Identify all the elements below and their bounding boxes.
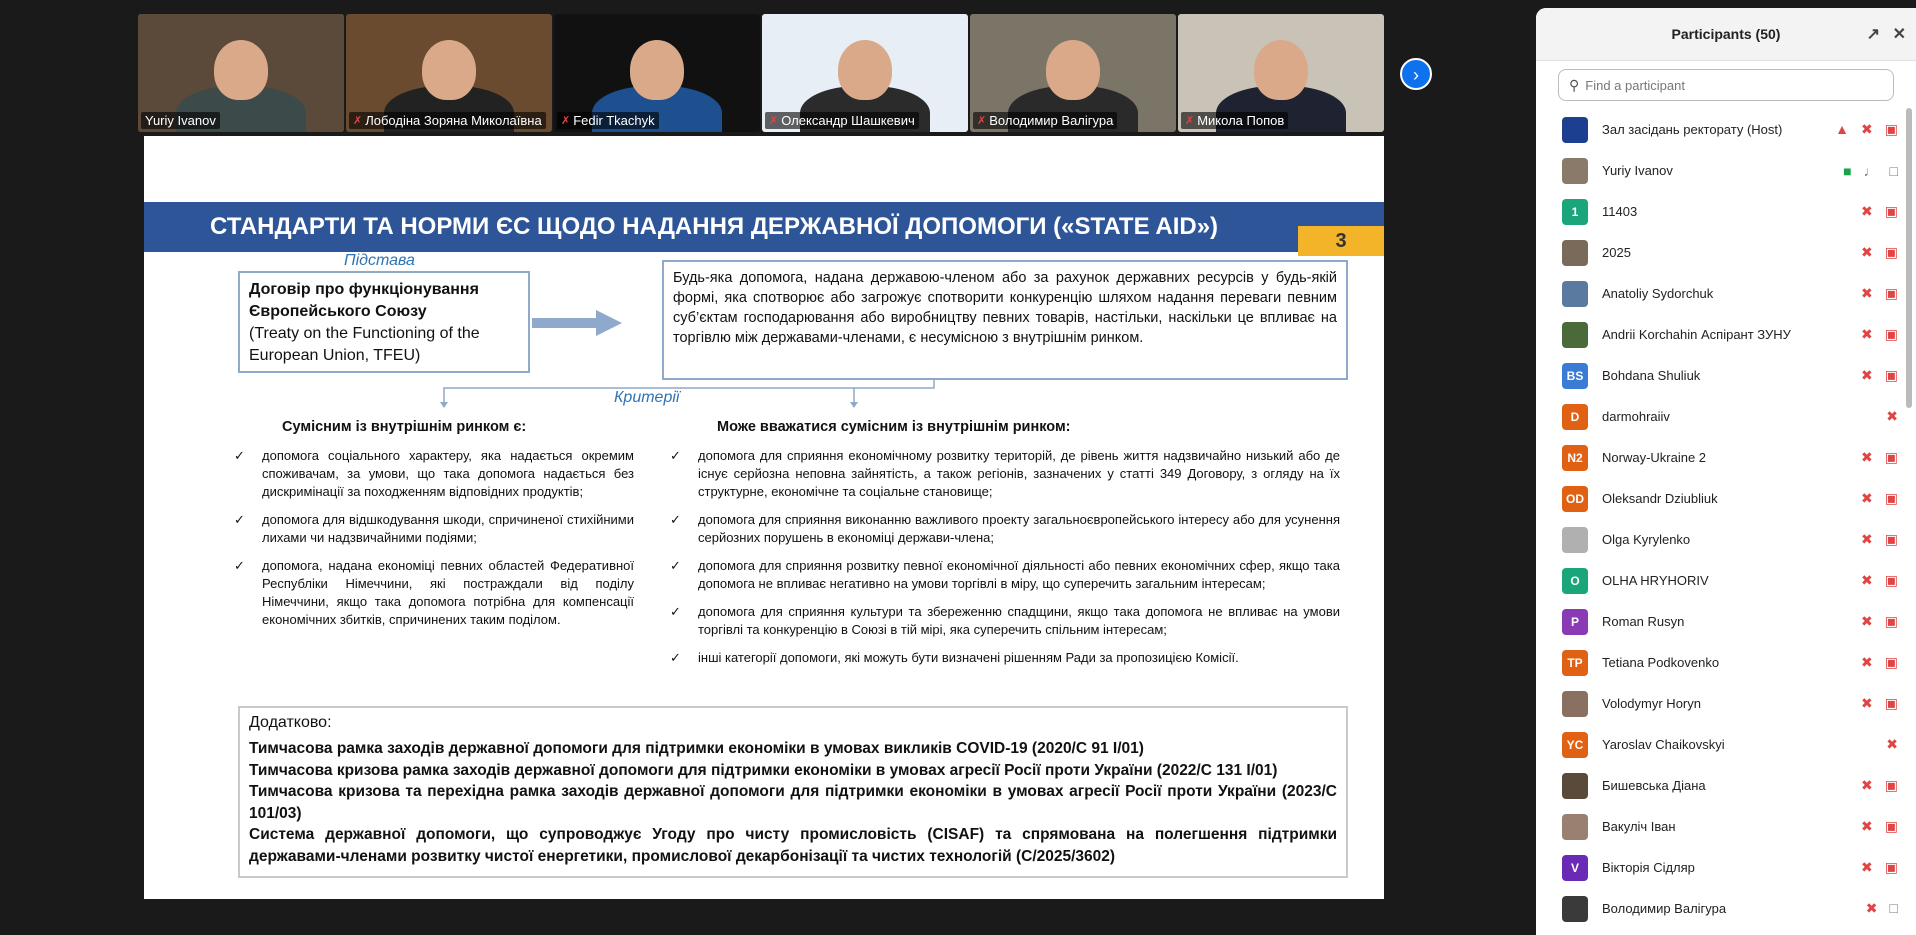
- participant-name: Yuriy Ivanov: [1602, 163, 1673, 178]
- mic-off-icon[interactable]: ✖: [1865, 900, 1878, 916]
- slide-podstava-label: Підстава: [344, 252, 415, 269]
- participant-status-icons: [1818, 121, 1916, 138]
- participant-name: Olga Kyrylenko: [1602, 532, 1691, 547]
- avatar: [1562, 281, 1588, 307]
- check-icon: ✓: [670, 448, 681, 463]
- person-head: [214, 40, 268, 100]
- video-off-icon[interactable]: ▣: [1884, 613, 1898, 629]
- participant-row[interactable]: [1536, 273, 1916, 314]
- list-item: [234, 447, 634, 501]
- participant-row[interactable]: [1536, 232, 1916, 273]
- participant-name: Norway-Ukraine 2: [1602, 450, 1707, 465]
- tile-name: Лободіна Зоряна Миколаївна: [365, 113, 542, 128]
- avatar: [1562, 117, 1588, 143]
- person-head: [1254, 40, 1308, 100]
- avatar: TP: [1562, 650, 1588, 676]
- share-screen-icon[interactable]: ■: [1843, 162, 1852, 179]
- mic-off-icon[interactable]: ✖: [1861, 613, 1873, 629]
- check-icon: ✓: [670, 604, 681, 619]
- video-off-icon[interactable]: ▣: [1884, 285, 1898, 301]
- participant-status-icons: [1818, 490, 1916, 507]
- tile-name: Fedir Tkachyk: [573, 113, 655, 128]
- video-tile[interactable]: [762, 14, 968, 132]
- participant-name: Roman Rusyn: [1602, 614, 1685, 629]
- mic-off-icon[interactable]: ✖: [1861, 490, 1873, 506]
- participant-status-icons: [1818, 818, 1916, 835]
- criteria-label: Критерії: [614, 389, 680, 406]
- share-icon[interactable]: ▲: [1835, 121, 1850, 137]
- participant-name: Бишевська Діана: [1602, 778, 1706, 793]
- participant-status-icons: [1818, 367, 1916, 384]
- mic-off-icon[interactable]: ✖: [1861, 531, 1873, 547]
- participant-row[interactable]: [1536, 437, 1916, 478]
- video-off-icon[interactable]: ▣: [1884, 695, 1898, 711]
- participant-status-icons: [1818, 859, 1916, 876]
- mic-off-icon: ✗: [977, 115, 987, 127]
- participant-status-icons: [1818, 572, 1916, 589]
- tile-name: Володимир Валігура: [989, 113, 1114, 128]
- state-aid-definition-box: Будь-яка допомога, надана державою-членом або за рахунок державних ресурсів у будь-якій формі, яка спотворює або загрожує спотворити конкуренцію шляхом надання переваги певним суб’єктам господарювання або виробництву певних товарів, настільки, наскільки це впливає на торгівлю між державами-членами, є несумісною з внутрішнім ринком.: [662, 260, 1348, 380]
- video-off-icon[interactable]: ▣: [1884, 326, 1898, 342]
- participants-title: Participants (50): [1671, 26, 1781, 42]
- additional-item: Тимчасова кризова рамка заходів державної допомоги для підтримки економіки в умовах агресії Росії проти України (2022/C 131 I/01): [249, 761, 1278, 779]
- mic-off-icon[interactable]: ✖: [1861, 695, 1873, 711]
- avatar: YC: [1562, 732, 1588, 758]
- mic-off-icon: ✗: [353, 115, 363, 127]
- participant-row[interactable]: [1536, 765, 1916, 806]
- participant-name: Вакуліч Іван: [1602, 819, 1676, 834]
- avatar: O: [1562, 568, 1588, 594]
- avatar: [1562, 158, 1588, 184]
- list-item-text: допомога, надана економіці певних областей Федеративної Республіки Німеччини, які постраждали від поділу Німеччини, якщо така допомога потрібна для компенсації економічних збитків, спричинених таким поділом.: [262, 558, 634, 627]
- check-icon: ✓: [234, 512, 245, 527]
- participant-row[interactable]: [1536, 888, 1916, 929]
- mic-off-icon[interactable]: ✖: [1861, 777, 1873, 793]
- participant-row[interactable]: [1536, 519, 1916, 560]
- criteria-connector: [144, 136, 1384, 436]
- participants-list: [1536, 109, 1916, 929]
- list-item-text: допомога для сприяння розвитку певної економічної діяльності або певних економічних сфер, якщо така допомога не впливає негативно на умови торгівлі в міру, що суперечить загальним інтересам;: [698, 558, 1340, 591]
- participant-row[interactable]: [1536, 150, 1916, 191]
- video-off-icon[interactable]: ▣: [1884, 367, 1898, 383]
- check-icon: ✓: [234, 558, 245, 573]
- avatar: [1562, 773, 1588, 799]
- avatar: [1562, 691, 1588, 717]
- participant-name: 11403: [1602, 204, 1638, 219]
- tile-name-label: [973, 112, 1117, 129]
- participant-status-icons: [1818, 654, 1916, 671]
- check-icon: ✓: [234, 448, 245, 463]
- video-off-icon[interactable]: ▣: [1884, 490, 1898, 506]
- list-item: [234, 511, 634, 547]
- avatar: [1562, 322, 1588, 348]
- mic-off-icon[interactable]: ✖: [1861, 244, 1873, 260]
- participant-row[interactable]: [1536, 683, 1916, 724]
- list-item: [670, 603, 1340, 639]
- participant-row[interactable]: [1536, 724, 1916, 765]
- mic-off-icon[interactable]: ✖: [1861, 367, 1873, 383]
- participant-status-icons: [1818, 900, 1916, 917]
- gallery-next-button[interactable]: [1400, 58, 1432, 90]
- participant-status-icons: [1818, 531, 1916, 548]
- list-item: [670, 649, 1340, 667]
- participant-name: Andrii Korchahin Аспірант ЗУНУ: [1602, 327, 1791, 342]
- tfeu-subtitle: (Treaty on the Functioning of the European Union, TFEU): [249, 325, 480, 364]
- list-item-text: допомога для відшкодування шкоди, спричиненої стихійними лихами чи надзвичайними подіями;: [262, 512, 634, 545]
- video-tile[interactable]: [970, 14, 1176, 132]
- compatible-list: [234, 447, 634, 639]
- participant-status-icons: [1818, 285, 1916, 302]
- compatible-heading: Сумісним із внутрішнім ринком є:: [282, 419, 527, 435]
- tile-name-label: [1181, 112, 1288, 129]
- mic-icon[interactable]: ♩: [1863, 162, 1878, 179]
- list-item-text: інші категорії допомоги, які можуть бути визначені рішенням Ради за пропозицією Комісії.: [698, 650, 1239, 665]
- check-icon: ✓: [670, 558, 681, 573]
- list-item: [670, 447, 1340, 501]
- avatar: [1562, 527, 1588, 553]
- participant-name: Oleksandr Dziubliuk: [1602, 491, 1718, 506]
- tile-name: Микола Попов: [1197, 113, 1285, 128]
- list-item: [670, 557, 1340, 593]
- additional-box: [238, 706, 1348, 878]
- participant-name: 2025: [1602, 245, 1631, 260]
- participant-name: Tetiana Podkovenko: [1602, 655, 1720, 670]
- search-icon: ⚲: [1569, 76, 1580, 93]
- mic-off-icon[interactable]: ✖: [1861, 859, 1873, 875]
- participant-row[interactable]: [1536, 642, 1916, 683]
- list-item-text: допомога для сприяння економічному розвитку територій, де рівень життя надзвичайно низький або де існує серйозна неповна зайнятість, а також регіонів, зазначених у статті 349 Договору, з огляду на їх структурне, економічне та соціальне становище;: [698, 448, 1340, 499]
- mic-off-icon[interactable]: ✖: [1861, 121, 1873, 137]
- mic-off-icon[interactable]: ✖: [1886, 408, 1898, 424]
- video-off-icon[interactable]: ▣: [1884, 859, 1898, 875]
- additional-item: Система державної допомоги, що супроводжує Угоду про чисту промисловість (CISAF) та спрямована на полегшення підтримки державами-членами розвитку чистої енергетики, промислової декарбонізації та чистих технологій (C/2025/3602): [249, 826, 1337, 865]
- tfeu-title: Договір про функціонування Європейського Союзу: [249, 281, 479, 320]
- participant-status-icons: [1818, 163, 1916, 179]
- video-off-icon[interactable]: ▣: [1884, 654, 1898, 670]
- popout-icon[interactable]: ↗: [1866, 26, 1880, 43]
- participant-row[interactable]: [1536, 191, 1916, 232]
- person-head: [630, 40, 684, 100]
- video-off-icon[interactable]: ▣: [1884, 449, 1898, 465]
- video-off-icon[interactable]: ▣: [1884, 203, 1898, 219]
- video-off-icon[interactable]: ▣: [1884, 818, 1898, 834]
- avatar: BS: [1562, 363, 1588, 389]
- tile-name-label: [349, 112, 546, 129]
- participant-row[interactable]: [1536, 478, 1916, 519]
- avatar: [1562, 896, 1588, 922]
- chevron-right-icon: ›: [1413, 65, 1419, 85]
- video-tile[interactable]: [1178, 14, 1384, 132]
- tile-name-label: [557, 112, 659, 129]
- participant-status-icons: [1818, 736, 1916, 753]
- list-item-text: допомога соціального характеру, яка надається окремим споживачам, за умови, що така допомога надається без дискримінації за походженням відповідних продуктів;: [262, 448, 634, 499]
- video-off-icon[interactable]: ▣: [1884, 777, 1898, 793]
- may-be-compatible-list: [670, 447, 1340, 677]
- participant-row[interactable]: [1536, 109, 1916, 150]
- scrollbar[interactable]: [1906, 108, 1912, 408]
- tile-name: Олександр Шашкевич: [781, 113, 915, 128]
- close-icon[interactable]: ✕: [1892, 26, 1906, 43]
- shared-slide: [144, 136, 1384, 899]
- participant-name: Володимир Валігура: [1602, 901, 1727, 916]
- video-gallery: [138, 14, 1384, 132]
- additional-label: Додатково:: [249, 714, 332, 731]
- video-tile[interactable]: [554, 14, 760, 132]
- participant-row[interactable]: [1536, 314, 1916, 355]
- person-head: [838, 40, 892, 100]
- list-item: [670, 511, 1340, 547]
- participant-name: Bohdana Shuliuk: [1602, 368, 1701, 383]
- search-placeholder: Find a participant: [1585, 77, 1685, 93]
- list-item: [234, 557, 634, 629]
- participants-panel: [1536, 8, 1916, 935]
- additional-item: Тимчасова кризова та перехідна рамка заходів державної допомоги для підтримки економіки в умовах агресії Росії проти України (2023/C 101/03): [249, 783, 1337, 822]
- mic-off-icon[interactable]: ✖: [1861, 449, 1873, 465]
- participant-status-icons: [1818, 203, 1916, 220]
- participant-name: Вікторія Сідляр: [1602, 860, 1695, 875]
- mic-off-icon[interactable]: ✖: [1861, 285, 1873, 301]
- check-icon: ✓: [670, 512, 681, 527]
- avatar: 1: [1562, 199, 1588, 225]
- participant-row[interactable]: [1536, 560, 1916, 601]
- mic-off-icon[interactable]: ✖: [1861, 572, 1873, 588]
- mic-off-icon[interactable]: ✖: [1861, 818, 1873, 834]
- participant-search-input[interactable]: [1558, 69, 1894, 101]
- slide-title: СТАНДАРТИ ТА НОРМИ ЄС ЩОДО НАДАННЯ ДЕРЖАВНОЇ ДОПОМОГИ («STATE AID»): [144, 202, 1384, 252]
- participant-name: Volodymyr Horyn: [1602, 696, 1701, 711]
- participant-row[interactable]: [1536, 355, 1916, 396]
- avatar: OD: [1562, 486, 1588, 512]
- video-off-icon[interactable]: ▣: [1884, 531, 1898, 547]
- additional-items: [249, 738, 1337, 867]
- tile-name-label: [765, 112, 919, 129]
- participant-name: Yaroslav Chaikovskyi: [1602, 737, 1725, 752]
- avatar: V: [1562, 855, 1588, 881]
- avatar: [1562, 814, 1588, 840]
- participant-status-icons: [1818, 244, 1916, 261]
- video-icon[interactable]: □: [1889, 900, 1898, 916]
- participant-row[interactable]: [1536, 806, 1916, 847]
- video-icon[interactable]: □: [1889, 162, 1898, 179]
- tile-name: Yuriy Ivanov: [145, 113, 216, 128]
- participant-name: OLHA HRYHORIV: [1602, 573, 1709, 588]
- participant-name: darmohraiiv: [1602, 409, 1670, 424]
- list-item-text: допомога для сприяння виконанню важливого проекту загальноєвропейського інтересу або для усунення серйозних порушень в економіці держави-члена;: [698, 512, 1340, 545]
- participant-row[interactable]: [1536, 601, 1916, 642]
- may-be-compatible-heading: Може вважатися сумісним із внутрішнім ринком:: [717, 419, 1071, 435]
- mic-off-icon: ✗: [769, 115, 779, 127]
- participant-row[interactable]: [1536, 396, 1916, 437]
- list-item-text: допомога для сприяння культури та збереженню спадщини, якщо така допомога не впливає на умови торгівлі та конкуренцію в Союзі в тій мірі, яка суперечить спільним інтересам;: [698, 604, 1340, 637]
- mic-off-icon: ✗: [1185, 115, 1195, 127]
- mic-off-icon[interactable]: ✖: [1886, 736, 1898, 752]
- video-tile[interactable]: [346, 14, 552, 132]
- participant-status-icons: [1818, 408, 1916, 425]
- video-off-icon[interactable]: ▣: [1884, 121, 1898, 137]
- avatar: [1562, 240, 1588, 266]
- mic-off-icon: ✗: [561, 115, 571, 127]
- mic-off-icon[interactable]: ✖: [1861, 654, 1873, 670]
- participant-name: Anatoliy Sydorchuk: [1602, 286, 1714, 301]
- person-head: [422, 40, 476, 100]
- participant-status-icons: [1818, 777, 1916, 794]
- participant-status-icons: [1818, 613, 1916, 630]
- video-tile[interactable]: [138, 14, 344, 132]
- person-head: [1046, 40, 1100, 100]
- mic-off-icon[interactable]: ✖: [1861, 326, 1873, 342]
- video-off-icon[interactable]: ▣: [1884, 572, 1898, 588]
- check-icon: ✓: [670, 650, 681, 665]
- slide-number: 3: [1298, 226, 1384, 256]
- participant-row[interactable]: [1536, 847, 1916, 888]
- tile-name-label: [141, 112, 220, 129]
- additional-item: Тимчасова рамка заходів державної допомоги для підтримки економіки в умовах викликів COVID-19 (2020/C 91 I/01): [249, 740, 1144, 757]
- avatar: D: [1562, 404, 1588, 430]
- participant-status-icons: [1818, 326, 1916, 343]
- participant-name: Зал засідань ректорату (Host): [1602, 122, 1783, 137]
- participant-status-icons: [1818, 695, 1916, 712]
- avatar: N2: [1562, 445, 1588, 471]
- video-off-icon[interactable]: ▣: [1884, 244, 1898, 260]
- avatar: P: [1562, 609, 1588, 635]
- mic-off-icon[interactable]: ✖: [1861, 203, 1873, 219]
- participant-status-icons: [1818, 449, 1916, 466]
- participants-header: [1536, 8, 1916, 61]
